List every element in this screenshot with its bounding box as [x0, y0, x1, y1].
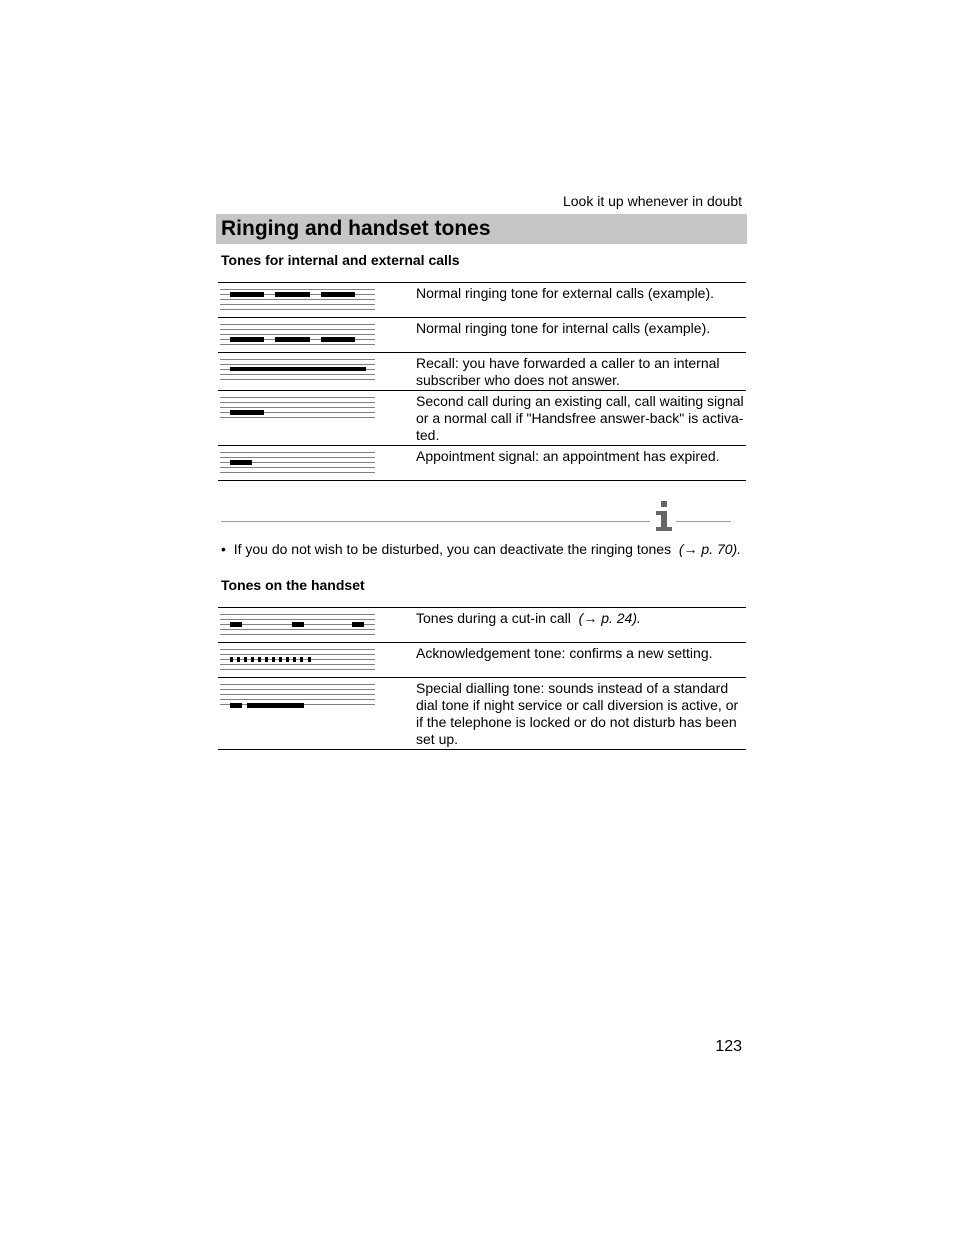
tone-description: Appointment signal: an appointment has expired. — [416, 448, 720, 464]
external-ringing-tone-icon — [220, 285, 375, 320]
section-heading-handset: Tones on the handset — [221, 577, 365, 593]
table-row — [218, 677, 746, 749]
table-row — [218, 445, 746, 480]
page-title: Ringing and handset tones — [221, 217, 491, 240]
second-call-tone-icon — [220, 393, 375, 428]
running-head: Look it up whenever in doubt — [562, 193, 742, 209]
special-dialling-tone-icon — [220, 680, 375, 715]
page-reference: (→ p. 24). — [578, 610, 641, 626]
tone-description: Normal ringing tone for internal calls (example). — [416, 320, 711, 336]
cut-in-tone-icon — [220, 610, 375, 645]
table-row — [218, 283, 746, 317]
page-reference: (→ p. 70). — [678, 541, 742, 557]
tone-description: Special dialling tone: sounds instead of a standard dial tone if night service or call diversion is active, or if the telephone is locked or do not disturb has been set up. — [416, 680, 739, 747]
appointment-tone-icon — [220, 448, 375, 483]
tone-description: Normal ringing tone for external calls (example). — [416, 285, 715, 301]
tone-description: Second call during an existing call, call waiting signal or a normal call if "Handsfree answer-back" is activa-ted. — [416, 393, 744, 443]
table-row — [218, 642, 746, 677]
tone-description: Tones during a cut-in call (→ p. 24). — [416, 610, 641, 626]
table-row — [218, 390, 746, 445]
tones-table-handset — [218, 607, 746, 750]
section-heading-internal-external: Tones for internal and external calls — [221, 252, 460, 268]
info-icon — [650, 499, 678, 538]
tone-description: Acknowledgement tone: confirms a new setting. — [416, 645, 713, 661]
tone-description: Recall: you have forwarded a caller to an internal subscriber who does not answer. — [416, 355, 720, 388]
recall-tone-icon — [220, 355, 375, 390]
info-note-text: If you do not wish to be disturbed, you can deactivate the ringing tones — [233, 541, 672, 557]
internal-ringing-tone-icon — [220, 320, 375, 355]
table-row — [218, 317, 746, 352]
tones-table-calls — [218, 282, 746, 481]
table-row — [218, 608, 746, 642]
acknowledgement-tone-icon — [220, 645, 375, 680]
page-number: 123 — [715, 1038, 742, 1055]
info-note — [221, 541, 741, 557]
table-row — [218, 352, 746, 390]
bullet-mark: • — [221, 541, 226, 557]
